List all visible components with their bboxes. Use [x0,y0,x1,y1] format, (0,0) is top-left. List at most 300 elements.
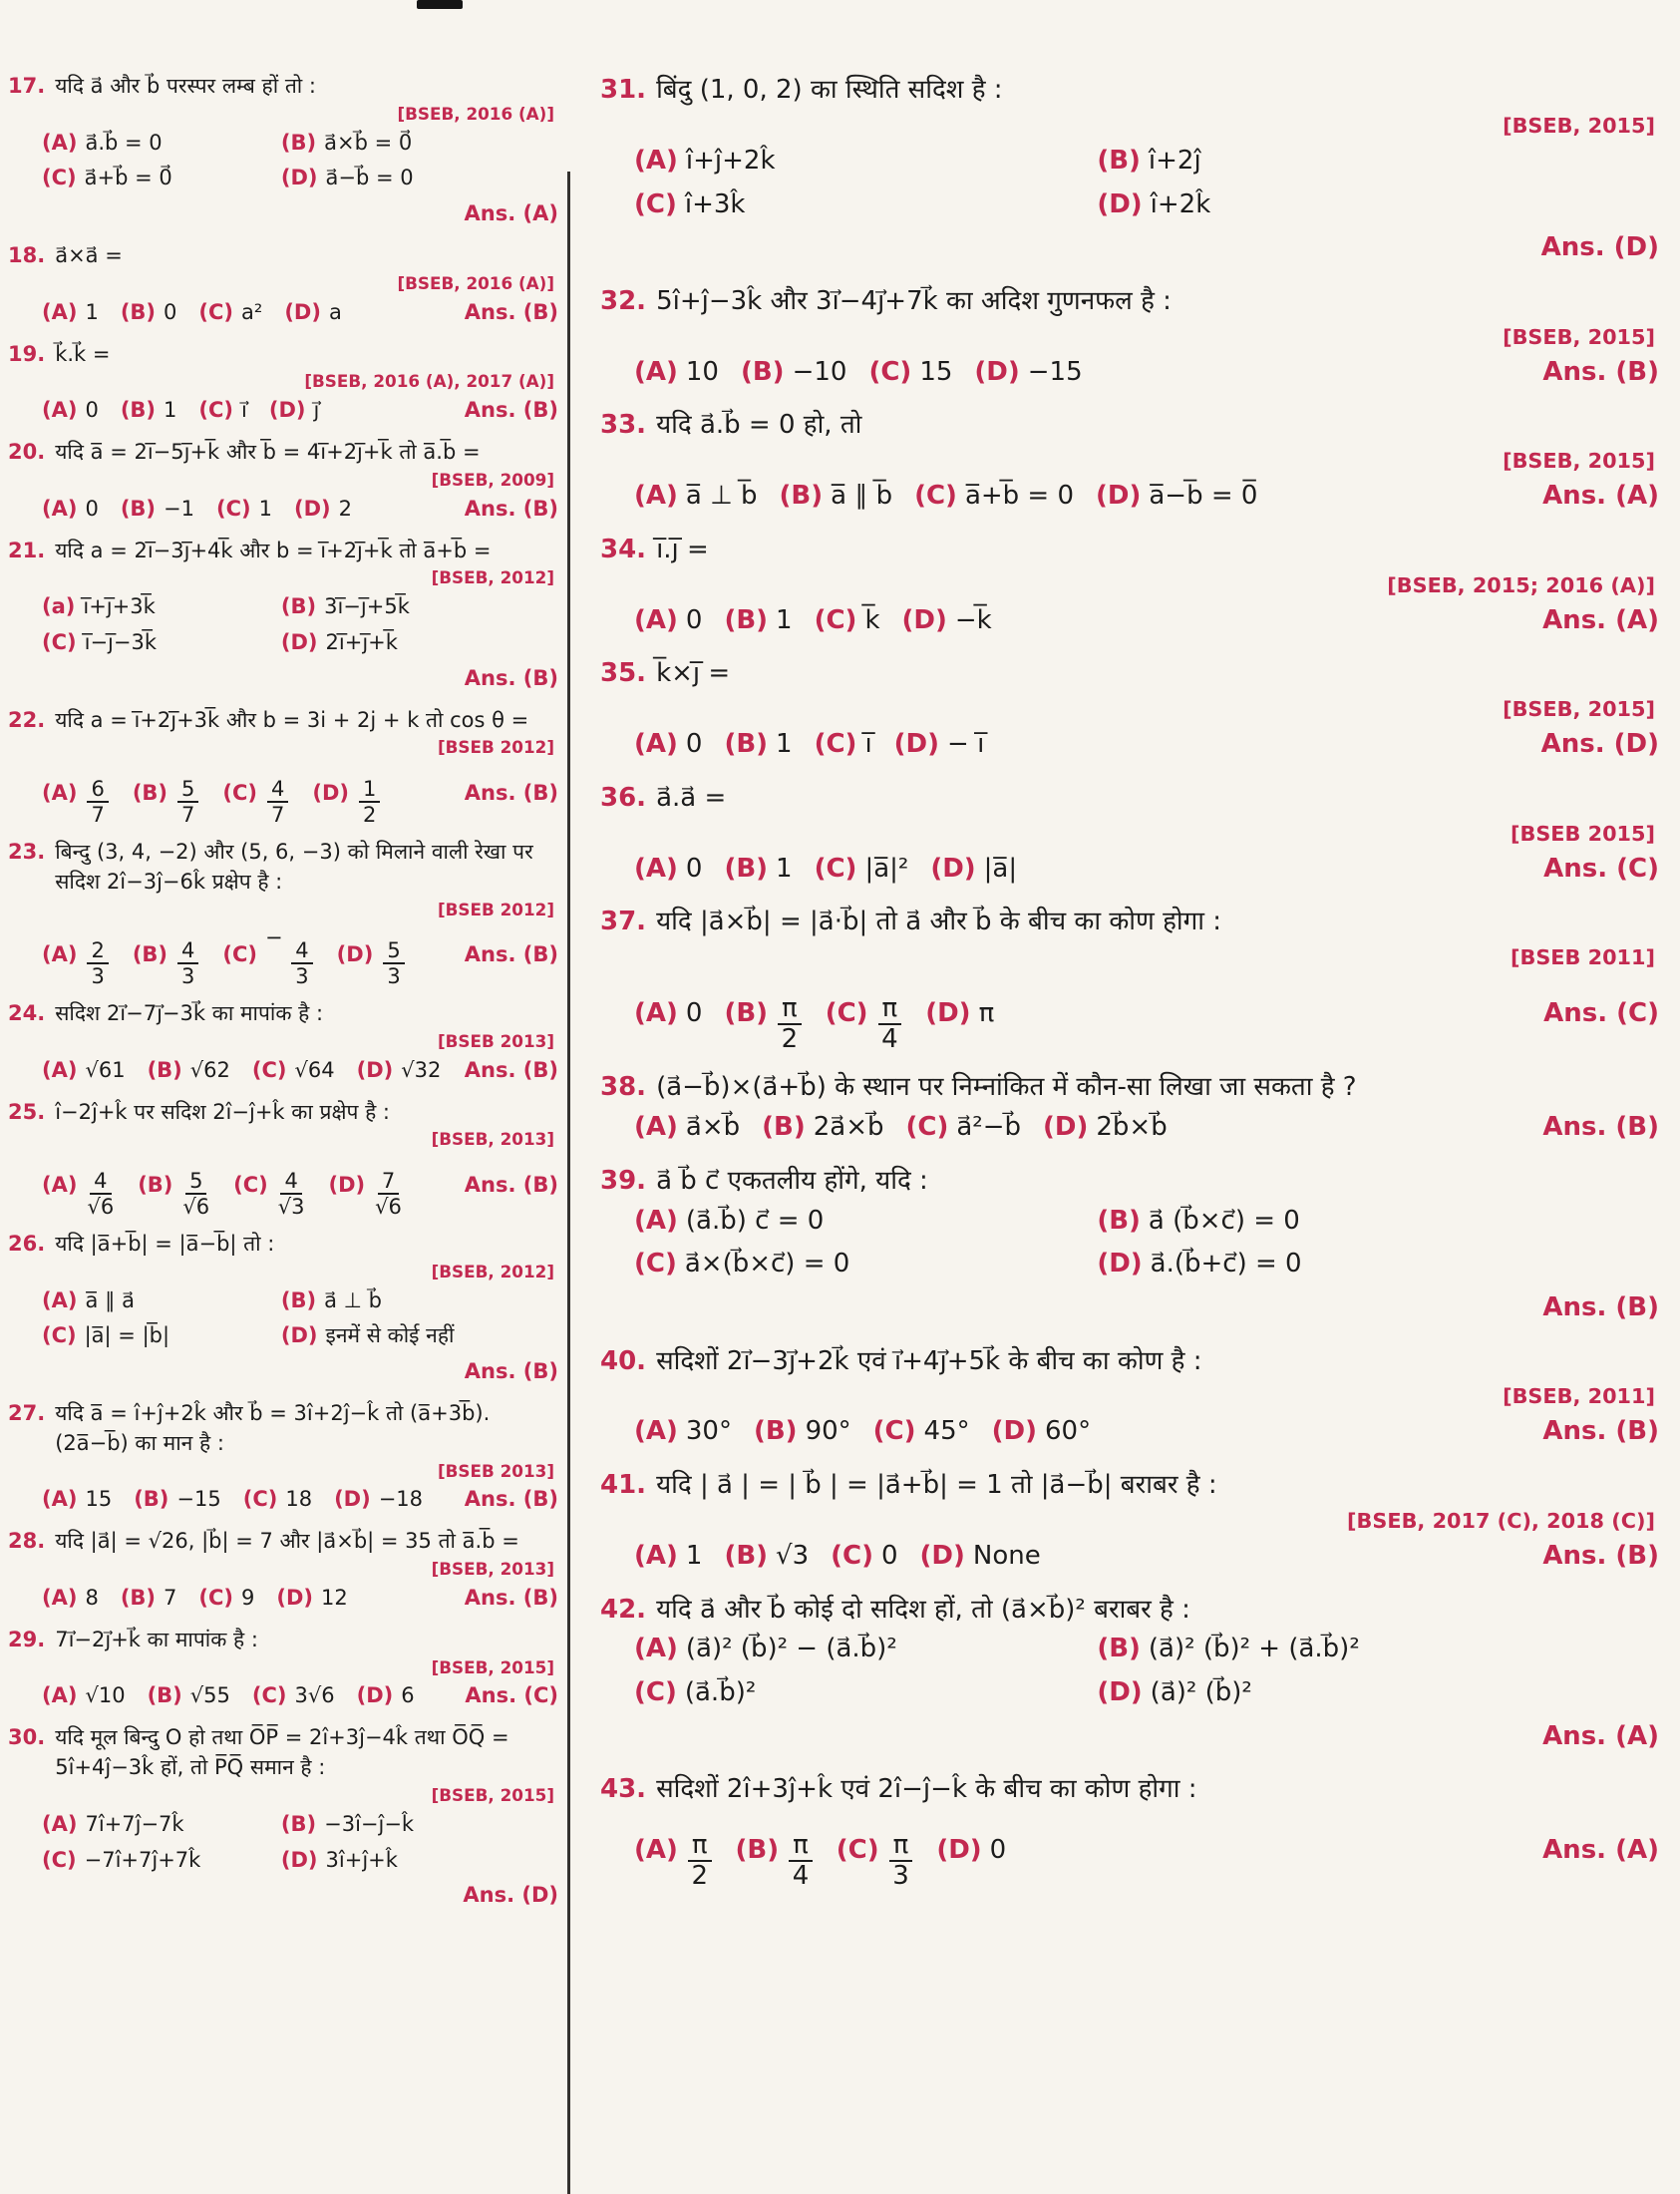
option-label: (C) [42,1847,77,1872]
source-citation: [BSEB, 2015] [431,1656,554,1677]
question-statement: k⃗.k⃗ = [55,341,111,366]
option-label: (B) [753,1416,798,1447]
option-b [762,1109,883,1147]
option-text: (a⃗)² (b⃗)² [1150,1677,1252,1708]
option-label: (A) [42,1585,78,1610]
question-head [600,904,1659,941]
option-d [1097,186,1547,224]
answer: Ans. (A) [1542,1834,1659,1865]
question-26 [8,1230,558,1387]
question-39 [600,1163,1659,1327]
option-label: (C) [814,604,857,635]
question-38 [600,1069,1659,1146]
question-statement: यदि a = 2i̅−3j̅+4k̅ और b = i̅+2j̅+k̅ तो a̅+b̅ = [55,538,492,562]
option-a [634,1631,1085,1668]
option-c [634,1246,1085,1283]
option-text: −7î+7ĵ+7k̂ [84,1847,201,1872]
answer: Ans. (A) [1542,1720,1659,1751]
option-label: (A) [42,1287,78,1312]
options [8,495,558,525]
option-text: a⃗.(b⃗+c⃗) = 0 [1150,1249,1302,1280]
fraction: $\frac{5}{7}$ [177,778,198,826]
question-29 [8,1626,558,1711]
option-text: |a̅| [983,853,1018,884]
option-text: a⃗×b⃗ = 0⃗ [324,130,413,155]
option-label: (D) [925,998,971,1029]
options [8,1810,558,1911]
option-text: √55 [189,1683,230,1708]
option-d [930,851,1017,889]
option-d [276,1584,347,1614]
option-text: a̅ ∥ b̅ [831,481,893,512]
option-b [724,974,803,1053]
option-label: (D) [336,942,374,967]
options [600,354,1659,392]
option-b [121,396,177,426]
option-label: (A) [634,998,678,1029]
question-23 [8,838,558,987]
option-label: (D) [1097,1677,1143,1708]
option-label: (B) [120,1585,157,1610]
option-b [281,1810,508,1840]
fraction: $\frac{5}{3}$ [383,939,404,987]
source-citation: [BSEB 2012] [437,737,554,758]
options [8,1286,558,1387]
option-label: (D) [1097,188,1143,219]
question-number: 22. [8,707,46,732]
option-text [85,762,110,826]
question-number: 19. [8,341,46,366]
option-d [974,354,1082,392]
option-c [243,1485,312,1515]
option-a [634,1538,702,1576]
option-text [887,1811,915,1890]
option-text: 6 [401,1683,415,1708]
question-21 [8,537,558,694]
option-text: (a⃗)² (b⃗)² − (a⃗.b⃗)² [685,1634,897,1664]
answer: Ans. (A) [1542,481,1659,512]
options [600,1538,1659,1576]
source-citation: [BSEB 2013] [437,1460,554,1481]
option-label: (B) [724,729,769,760]
option-a [42,298,99,328]
options [600,1203,1659,1327]
option-label: (A) [42,942,78,967]
option-a [634,354,719,392]
option-d [357,1056,442,1086]
option-d [894,726,985,764]
option-c [826,974,904,1053]
option-d [281,628,508,658]
option-b [133,923,201,987]
option-label: (A) [42,398,78,423]
option-text: a̅ ∥ a⃗ [85,1287,136,1312]
option-label: (C) [831,1540,873,1571]
option-c [634,1674,1085,1712]
option-label: (A) [634,1834,678,1865]
options [600,1811,1659,1890]
option-text [686,1811,714,1890]
option-text: √61 [85,1057,126,1082]
option-d [936,1832,1006,1870]
question-statement: यदि a⃗ और b⃗ परस्पर लम्ब हों तो : [55,74,316,98]
question-number: 33. [600,410,647,441]
fraction: $\frac{4}{√3}$ [277,1168,305,1219]
fraction: $\frac{4}{3}$ [291,939,312,987]
option-b [121,495,194,525]
option-text: 0 [881,1540,898,1571]
option-b [148,1681,230,1711]
option-label: (B) [1097,1205,1141,1236]
options [8,1681,558,1711]
option-text: 3√6 [294,1683,335,1708]
option-c [815,851,909,889]
source-citation: [BSEB, 2015] [1503,324,1655,349]
option-text: 0 [685,853,703,884]
option-label: (A) [634,1634,678,1664]
question-statement: 7i⃗−2j⃗+k⃗ का मापांक है : [55,1627,258,1651]
option-label: (C) [634,1677,677,1708]
option-b [741,354,846,392]
question-20 [8,438,558,524]
option-label: (C) [825,998,868,1029]
question-number: 36. [600,782,647,813]
question-number: 25. [8,1099,46,1124]
option-text: a⃗²−b⃗ [956,1112,1021,1143]
option-d [329,1154,404,1218]
option-text: None [972,1540,1041,1571]
option-label: (B) [120,496,157,521]
option-a [42,1286,269,1316]
fraction: $\frac{\pi}{2}$ [688,1832,712,1891]
option-label: (D) [334,1487,371,1512]
answer: Ans. (B) [464,665,558,690]
option-text: a̅ ⊥ b̅ [685,481,758,512]
question-33 [600,407,1659,516]
option-c [868,354,952,392]
option-text: 2b⃗×b⃗ [1096,1112,1168,1143]
question-statement: यदि |a̅+b̅| = |a̅−b̅| तो : [55,1231,275,1256]
answer: Ans. (B) [464,942,558,967]
option-label: (D) [1097,1249,1143,1280]
question-40 [600,1343,1659,1452]
option-d [925,995,994,1033]
option-text: |a̅|² [864,853,909,884]
options [8,298,558,328]
question-statement: k̅×j̅ = [656,658,731,689]
option-text: 2a⃗×b⃗ [813,1112,884,1143]
option-c [42,628,269,658]
option-label: (B) [740,356,785,387]
option-d [284,298,342,328]
option-d [902,602,992,640]
option-label: (D) [930,853,976,884]
option-d [1097,1246,1547,1283]
option-label: (C) [242,1487,278,1512]
option-label: (D) [280,629,318,654]
option-c [216,495,272,525]
options [8,592,558,693]
option-b [281,592,508,622]
option-label: (D) [312,781,350,806]
question-42 [600,1592,1659,1756]
option-label: (C) [836,1834,879,1865]
answer: Ans. (A) [464,201,558,226]
question-number: 28. [8,1529,46,1554]
question-head [600,1592,1659,1630]
question-head [8,1230,558,1260]
source-citation: [BSEB 2013] [437,1030,554,1051]
option-c [252,1056,335,1086]
source-citation: [BSEB, 2015] [1503,113,1655,138]
question-number: 32. [600,285,647,316]
option-text: a⃗+b⃗ = 0⃗ [84,166,172,190]
option-label: (D) [1043,1112,1089,1143]
option-c [222,762,290,826]
question-statement: यदि a⃗ और b⃗ कोई दो सदिश हों, तो (a⃗×b⃗)² बराबर है : [656,1594,1190,1625]
option-a [634,143,1085,181]
options [8,129,558,229]
option-label: (D) [280,166,318,190]
option-text: π [978,998,995,1029]
answer: Ans. (D) [463,1883,558,1908]
answer: Ans. (B) [464,299,558,324]
option-b [121,298,177,328]
question-number: 39. [600,1165,647,1196]
question-34 [600,532,1659,640]
question-number: 37. [600,907,647,937]
option-label: (B) [735,1834,780,1865]
question-number: 34. [600,534,647,564]
option-text [357,762,382,826]
option-label: (C) [233,1173,268,1198]
fraction: $\frac{7}{√6}$ [375,1168,402,1219]
question-head [8,438,558,468]
question-head [8,241,558,271]
answer: Ans. (B) [464,1585,558,1610]
question-41 [600,1467,1659,1576]
option-text: 7î+7ĵ−7k̂ [85,1811,184,1836]
question-statement: (a⃗−b⃗)×(a⃗+b⃗) के स्थान पर निम्नांकित में कौन-सा लिखा जा सकता है ? [656,1072,1357,1103]
option-text: 2 [338,496,352,521]
fraction: $\frac{6}{7}$ [87,778,108,826]
option-label: (C) [42,1323,77,1348]
answer: Ans. (D) [1540,232,1659,263]
source-citation: [BSEB, 2015; 2016 (A)] [1387,572,1655,597]
option-text: 0 [85,398,99,423]
option-text: √3 [776,1540,810,1571]
options [600,1413,1659,1451]
question-head [600,1467,1659,1505]
option-text: 15 [919,356,953,387]
question-head [8,1399,558,1459]
option-text: a⃗ (b⃗×c⃗) = 0 [1148,1205,1300,1236]
question-head [600,532,1659,569]
question-statement: यदि | a⃗ | = | b⃗ | = |a⃗+b⃗| = 1 तो |a⃗−b⃗| बराबर है : [656,1470,1217,1501]
option-label: (D) [284,299,321,324]
question-head [8,1527,558,1557]
option-label: (B) [120,299,157,324]
answer: Ans. (C) [465,1683,558,1708]
question-number: 43. [600,1774,647,1805]
option-label: (A) [634,1205,678,1236]
option-label: (A) [42,299,78,324]
option-label: (C) [634,1249,677,1280]
options [8,396,558,426]
option-text: 9 [241,1585,255,1610]
option-text: 1 [776,604,793,635]
question-head [600,655,1659,693]
option-a [634,478,758,516]
option-text: −10 [792,356,847,387]
option-label: (C) [634,188,677,219]
option-d [357,1681,415,1711]
source-citation: [BSEB, 2015] [1503,449,1655,474]
option-text [85,923,110,987]
option-label: (A) [634,356,678,387]
options [600,1109,1659,1147]
option-b [754,1413,851,1451]
option-text: a̅−b̅ = 0̅ [1149,481,1258,512]
question-head [600,780,1659,818]
options [600,726,1659,764]
fraction: $\frac{2}{3}$ [87,939,108,987]
option-text: 1 [685,1540,703,1571]
option-a [634,726,702,764]
option-label: (B) [138,1173,173,1198]
option-text: a⃗ ⊥ b⃗ [324,1287,382,1312]
option-a [634,1109,740,1147]
source-citation: [BSEB, 2012] [431,567,554,588]
option-b [1097,1203,1547,1241]
question-number: 26. [8,1231,46,1256]
option-text [276,1154,307,1218]
option-label: (D) [893,729,940,760]
option-d [294,495,352,525]
option-a [634,995,702,1033]
question-30 [8,1723,558,1911]
options [8,1056,558,1086]
option-d [281,1321,508,1351]
question-head [600,1771,1659,1809]
option-text: 45° [923,1416,970,1447]
option-label: (B) [147,1683,182,1708]
option-c [42,1321,269,1351]
option-label: (A) [42,496,78,521]
option-b [134,1485,221,1515]
option-label: (D) [1096,481,1142,512]
option-label: (D) [293,496,331,521]
option-a [42,1810,269,1840]
option-text: j⃗ [313,398,320,423]
options [600,974,1659,1053]
source-citation: [BSEB, 2016 (A)] [397,272,554,293]
question-22 [8,706,558,826]
question-31 [600,72,1659,267]
option-b [736,1811,815,1890]
option-text: î+2ĵ [1148,145,1201,176]
question-number: 42. [600,1594,647,1625]
question-number: 40. [600,1345,647,1376]
option-label: (D) [356,1683,394,1708]
option-text: î+3k̂ [684,188,746,219]
option-text: √32 [401,1057,442,1082]
source-citation: [BSEB, 2015] [1503,697,1655,722]
option-b [724,726,792,764]
option-label: (D) [280,1323,318,1348]
fraction: $\frac{4}{3}$ [177,939,198,987]
option-text: 90° [805,1416,851,1447]
option-label: (C) [216,496,251,521]
option-c [42,1846,269,1876]
option-c [815,602,880,640]
question-36 [600,780,1659,889]
option-label: (A) [634,1112,678,1143]
option-label: (D) [991,1416,1037,1447]
fraction: $\frac{1}{2}$ [359,778,380,826]
option-d [281,1846,508,1876]
question-number: 31. [600,75,647,105]
option-text: (a⃗)² (b⃗)² + (a⃗.b⃗)² [1148,1634,1360,1664]
option-text [180,1154,211,1218]
option-b [1097,1631,1547,1668]
question-27 [8,1399,558,1515]
question-head [8,706,558,736]
option-text: 3i̅−j̅+5k̅ [324,594,410,619]
option-c [198,396,246,426]
option-label: (B) [134,1487,169,1512]
question-head [600,283,1659,321]
option-c [873,1413,970,1451]
option-text: −15 [176,1487,221,1512]
question-head [8,1723,558,1783]
option-label: (B) [132,781,168,806]
question-statement: 5î+ĵ−3k̂ और 3i⃗−4j⃗+7k⃗ का अदिश गुणनफल है : [656,285,1172,316]
option-b [133,762,201,826]
source-citation: [BSEB, 2016 (A)] [397,103,554,124]
source-citation: [BSEB 2012] [437,899,554,919]
option-b [148,1056,230,1086]
option-d [1096,478,1257,516]
question-head [600,1069,1659,1107]
option-text: 15 [85,1487,113,1512]
option-text: √10 [85,1683,126,1708]
option-label: (B) [147,1057,182,1082]
question-statement: यदि a⃗.b⃗ = 0 हो, तो [656,410,862,441]
option-b [281,1286,508,1316]
option-d [920,1538,1041,1576]
question-number: 23. [8,839,46,864]
source-citation: [BSEB 2011] [1510,945,1655,970]
option-text: −15 [1027,356,1083,387]
question-statement: यदि |a⃗| = √26, |b⃗| = 7 और |a⃗×b⃗| = 35 तो a̅.b̅ = [55,1529,519,1554]
source-citation: [BSEB, 2016 (A), 2017 (A)] [304,371,554,392]
fraction: $\frac{4}{√6}$ [87,1168,115,1219]
options [8,923,558,987]
option-b [724,602,792,640]
fraction: $\frac{\pi}{2}$ [778,995,802,1054]
question-number: 20. [8,440,46,465]
fraction: $\frac{4}{7}$ [267,778,288,826]
option-label: (B) [724,998,769,1029]
option-text: 0 [989,1834,1007,1865]
option-text: i⃗ [241,398,247,423]
option-label: (B) [724,1540,769,1571]
option-text: 10 [685,356,719,387]
options [600,478,1659,516]
option-label: (D) [328,1173,366,1198]
question-number: 18. [8,243,46,268]
